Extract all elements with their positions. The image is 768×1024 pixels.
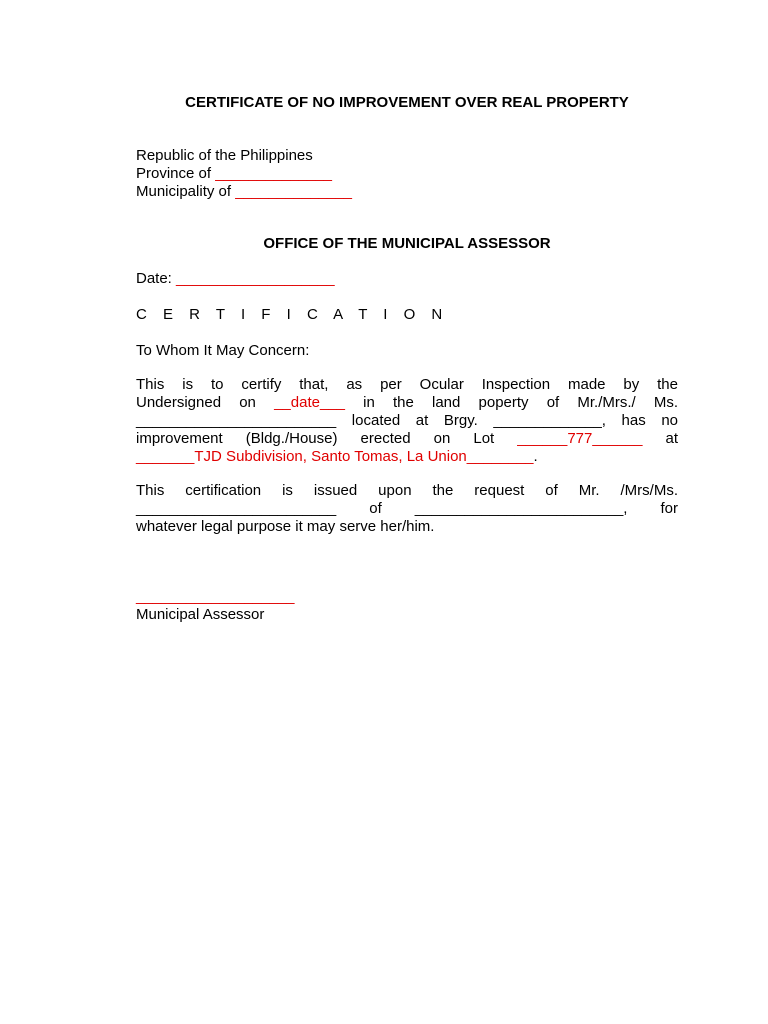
office-heading: OFFICE OF THE MUNICIPAL ASSESSOR <box>263 235 551 252</box>
body2-line2: ________________________ of _________________________, for <box>136 500 678 517</box>
municipality-blank: ______________ <box>235 183 353 200</box>
province-label: Province of <box>136 165 212 182</box>
date-label: Date: <box>136 270 172 287</box>
municipality-line <box>136 183 678 201</box>
undersigned-text: Undersigned on <box>136 394 256 411</box>
header-block <box>136 147 678 201</box>
body-paragraph-1 <box>136 376 678 466</box>
body1-line2 <box>136 394 678 412</box>
body-paragraph-2 <box>136 482 678 536</box>
period-text: . <box>533 448 538 465</box>
municipality-label: Municipality of <box>136 183 232 200</box>
signature-block <box>136 588 678 624</box>
date-blank: ___________________ <box>176 270 335 287</box>
province-line <box>136 165 678 183</box>
signature-title: Municipal Assessor <box>136 606 265 623</box>
document-title: CERTIFICATE OF NO IMPROVEMENT OVER REAL PROPERTY <box>185 94 629 111</box>
inspection-date-blank: __date___ <box>274 394 345 411</box>
location-blank: _______TJD Subdivision, Santo Tomas, La Union________ <box>136 448 534 465</box>
salutation: To Whom It May Concern: <box>136 342 310 359</box>
body2-line1: This certification is issued upon the request of Mr. /Mrs/Ms. <box>136 482 678 499</box>
at-text: at <box>665 430 678 447</box>
body1-line3: ________________________ located at Brgy. _____________, has no <box>136 412 678 429</box>
signature-blank: ___________________ <box>136 588 295 605</box>
improvement-text: improvement (Bldg./House) erected on Lot <box>136 430 495 447</box>
republic-line: Republic of the Philippines <box>136 147 313 164</box>
body1-line5 <box>136 448 678 466</box>
body2-line3: whatever legal purpose it may serve her/him. <box>136 518 435 535</box>
province-blank: ______________ <box>215 165 333 182</box>
body1-line4 <box>136 430 678 448</box>
land-property-text: in the land poperty of Mr./Mrs./ Ms. <box>363 394 679 411</box>
certification-heading: C E R T I F I C A T I O N <box>136 306 449 323</box>
date-line <box>136 270 678 288</box>
lot-number-blank: ______777______ <box>517 430 643 447</box>
body1-line1: This is to certify that, as per Ocular Inspection made by the <box>136 376 678 393</box>
